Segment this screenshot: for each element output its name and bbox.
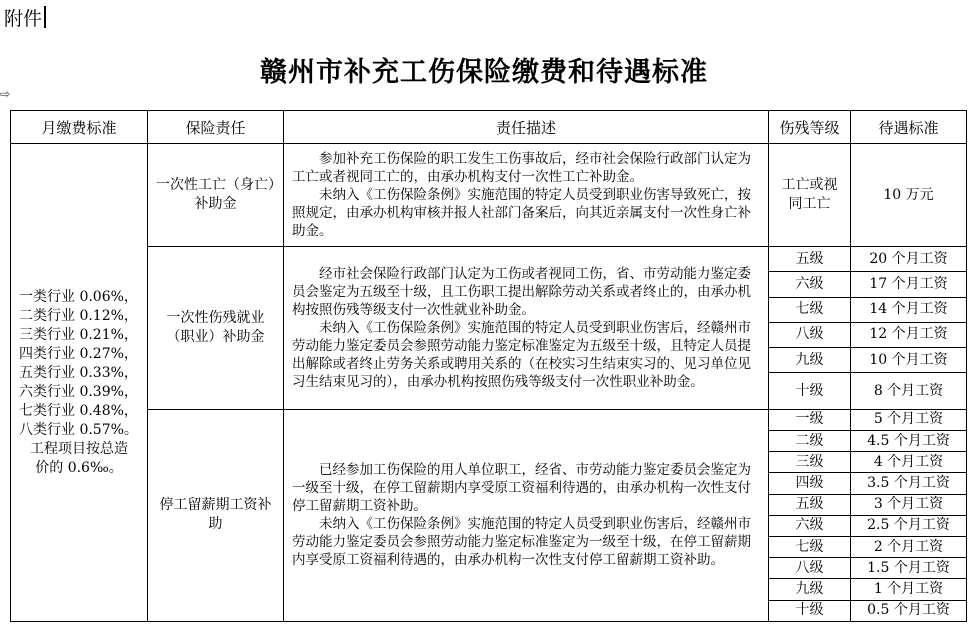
benefit-cell: 0.5 个月工资 bbox=[851, 600, 967, 621]
grade-cell: 九级 bbox=[769, 579, 851, 600]
table-row bbox=[11, 409, 967, 430]
benefit-cell: 2 个月工资 bbox=[851, 537, 967, 558]
fee-line: 二类行业 0.12%， bbox=[19, 307, 138, 324]
grade-cell: 三级 bbox=[769, 452, 851, 473]
description-paragraph: 未纳入《工伤保险条例》实施范围的特定人员受到职业伤害导致死亡，按照规定，由承办机构审核并报人社部门备案后，向其近亲属支付一次性身亡补助金。 bbox=[292, 187, 751, 240]
grade-cell: 六级 bbox=[769, 272, 851, 297]
benefit-cell: 2.5 个月工资 bbox=[851, 515, 967, 536]
benefit-cell: 10 万元 bbox=[851, 144, 967, 247]
benefit-cell: 8 个月工资 bbox=[851, 373, 967, 409]
fee-line: 六类行业 0.39%， bbox=[19, 383, 138, 400]
table-row bbox=[11, 247, 967, 272]
description-paragraph: 未纳入《工伤保险条例》实施范围的特定人员受到职业伤害后，经赣州市劳动能力鉴定委员会参照劳动能力鉴定标准鉴定为五级至十级，且特定人员提出解除或者终止劳务关系或聘用关系的（在校实习生结束实习的、见习单位见习生结束见习的），由承办机构按照伤残等级支付一次性职业补助金。 bbox=[292, 319, 751, 390]
responsibility-cell: 一次性工亡（身亡）补助金 bbox=[148, 144, 284, 247]
fee-standard-cell bbox=[11, 144, 148, 622]
benefit-cell: 1 个月工资 bbox=[851, 579, 967, 600]
description-paragraph: 经市社会保险行政部门认定为工伤或者视同工伤，省、市劳动能力鉴定委员会鉴定为五级至十级，且工伤职工提出解除劳动关系或者终止的，由承办机构按照伤残等级支付一次性就业补助金。 bbox=[292, 265, 751, 318]
header-benefit: 待遇标准 bbox=[851, 111, 967, 144]
annex-label: 附件 bbox=[4, 8, 43, 30]
benefit-cell: 3 个月工资 bbox=[851, 494, 967, 515]
grade-cell: 六级 bbox=[769, 515, 851, 536]
grade-cell: 七级 bbox=[769, 297, 851, 322]
header-row bbox=[11, 111, 967, 144]
description-cell bbox=[284, 409, 769, 621]
description-paragraph: 已经参加工伤保险的用人单位职工，经省、市劳动能力鉴定委员会鉴定为一级至十级，在停工留薪期内享受原工资福利待遇的，由承办机构一次性支付停工留薪期工资补助。 bbox=[292, 462, 751, 515]
benefit-cell: 4.5 个月工资 bbox=[851, 430, 967, 451]
fee-line: 三类行业 0.21%， bbox=[19, 326, 138, 343]
benefit-cell: 4 个月工资 bbox=[851, 452, 967, 473]
grade-cell: 工亡或视同工亡 bbox=[769, 144, 851, 247]
fee-line: 五类行业 0.33%， bbox=[19, 364, 138, 381]
responsibility-cell: 一次性伤残就业（职业）补助金 bbox=[148, 247, 284, 410]
grade-cell: 二级 bbox=[769, 430, 851, 451]
fee-line: 价的 0.6‰。 bbox=[35, 459, 123, 476]
fee-line: 七类行业 0.48%， bbox=[19, 402, 138, 419]
fee-line: 工程项目按总造 bbox=[30, 440, 128, 457]
grade-cell: 七级 bbox=[769, 537, 851, 558]
responsibility-cell: 停工留薪期工资补助 bbox=[148, 409, 284, 621]
grade-cell: 一级 bbox=[769, 409, 851, 430]
header-fee: 月缴费标准 bbox=[11, 111, 148, 144]
header-responsibility: 保险责任 bbox=[148, 111, 284, 144]
grade-cell: 五级 bbox=[769, 247, 851, 272]
benefit-cell: 1.5 个月工资 bbox=[851, 558, 967, 579]
benefit-cell: 20 个月工资 bbox=[851, 247, 967, 272]
header-description: 责任描述 bbox=[284, 111, 769, 144]
document-title: 赣州市补充工伤保险缴费和待遇标准 bbox=[260, 57, 708, 88]
grade-cell: 四级 bbox=[769, 473, 851, 494]
benefit-cell: 12 个月工资 bbox=[851, 322, 967, 347]
grade-cell: 十级 bbox=[769, 600, 851, 621]
grade-cell: 八级 bbox=[769, 558, 851, 579]
grade-cell: 五级 bbox=[769, 494, 851, 515]
grade-cell: 八级 bbox=[769, 322, 851, 347]
anchor-marker-icon: ⇨ bbox=[0, 87, 11, 101]
fee-line: 四类行业 0.27%， bbox=[19, 345, 138, 362]
benefit-cell: 3.5 个月工资 bbox=[851, 473, 967, 494]
description-paragraph: 未纳入《工伤保险条例》实施范围的特定人员受到职业伤害后，经赣州市劳动能力鉴定委员会参照劳动能力鉴定标准鉴定为一级至十级，在停工留薪期内享受原工资福利待遇的，由承办机构一次性支付停工留薪期工资补助。 bbox=[292, 516, 751, 569]
grade-cell: 九级 bbox=[769, 348, 851, 373]
text-cursor bbox=[44, 6, 46, 28]
fee-line: 八类行业 0.57%。 bbox=[19, 421, 138, 438]
grade-cell: 十级 bbox=[769, 373, 851, 409]
benefit-cell: 17 个月工资 bbox=[851, 272, 967, 297]
table-row bbox=[11, 144, 967, 247]
benefit-cell: 5 个月工资 bbox=[851, 409, 967, 430]
description-cell bbox=[284, 144, 769, 247]
description-paragraph: 参加补充工伤保险的职工发生工伤事故后，经市社会保险行政部门认定为工亡或者视同工亡的，由承办机构支付一次性工亡补助金。 bbox=[292, 151, 751, 186]
standards-table bbox=[10, 110, 967, 622]
benefit-cell: 10 个月工资 bbox=[851, 348, 967, 373]
fee-line: 一类行业 0.06%， bbox=[19, 288, 138, 305]
description-cell bbox=[284, 247, 769, 410]
benefit-cell: 14 个月工资 bbox=[851, 297, 967, 322]
header-grade: 伤残等级 bbox=[769, 111, 851, 144]
